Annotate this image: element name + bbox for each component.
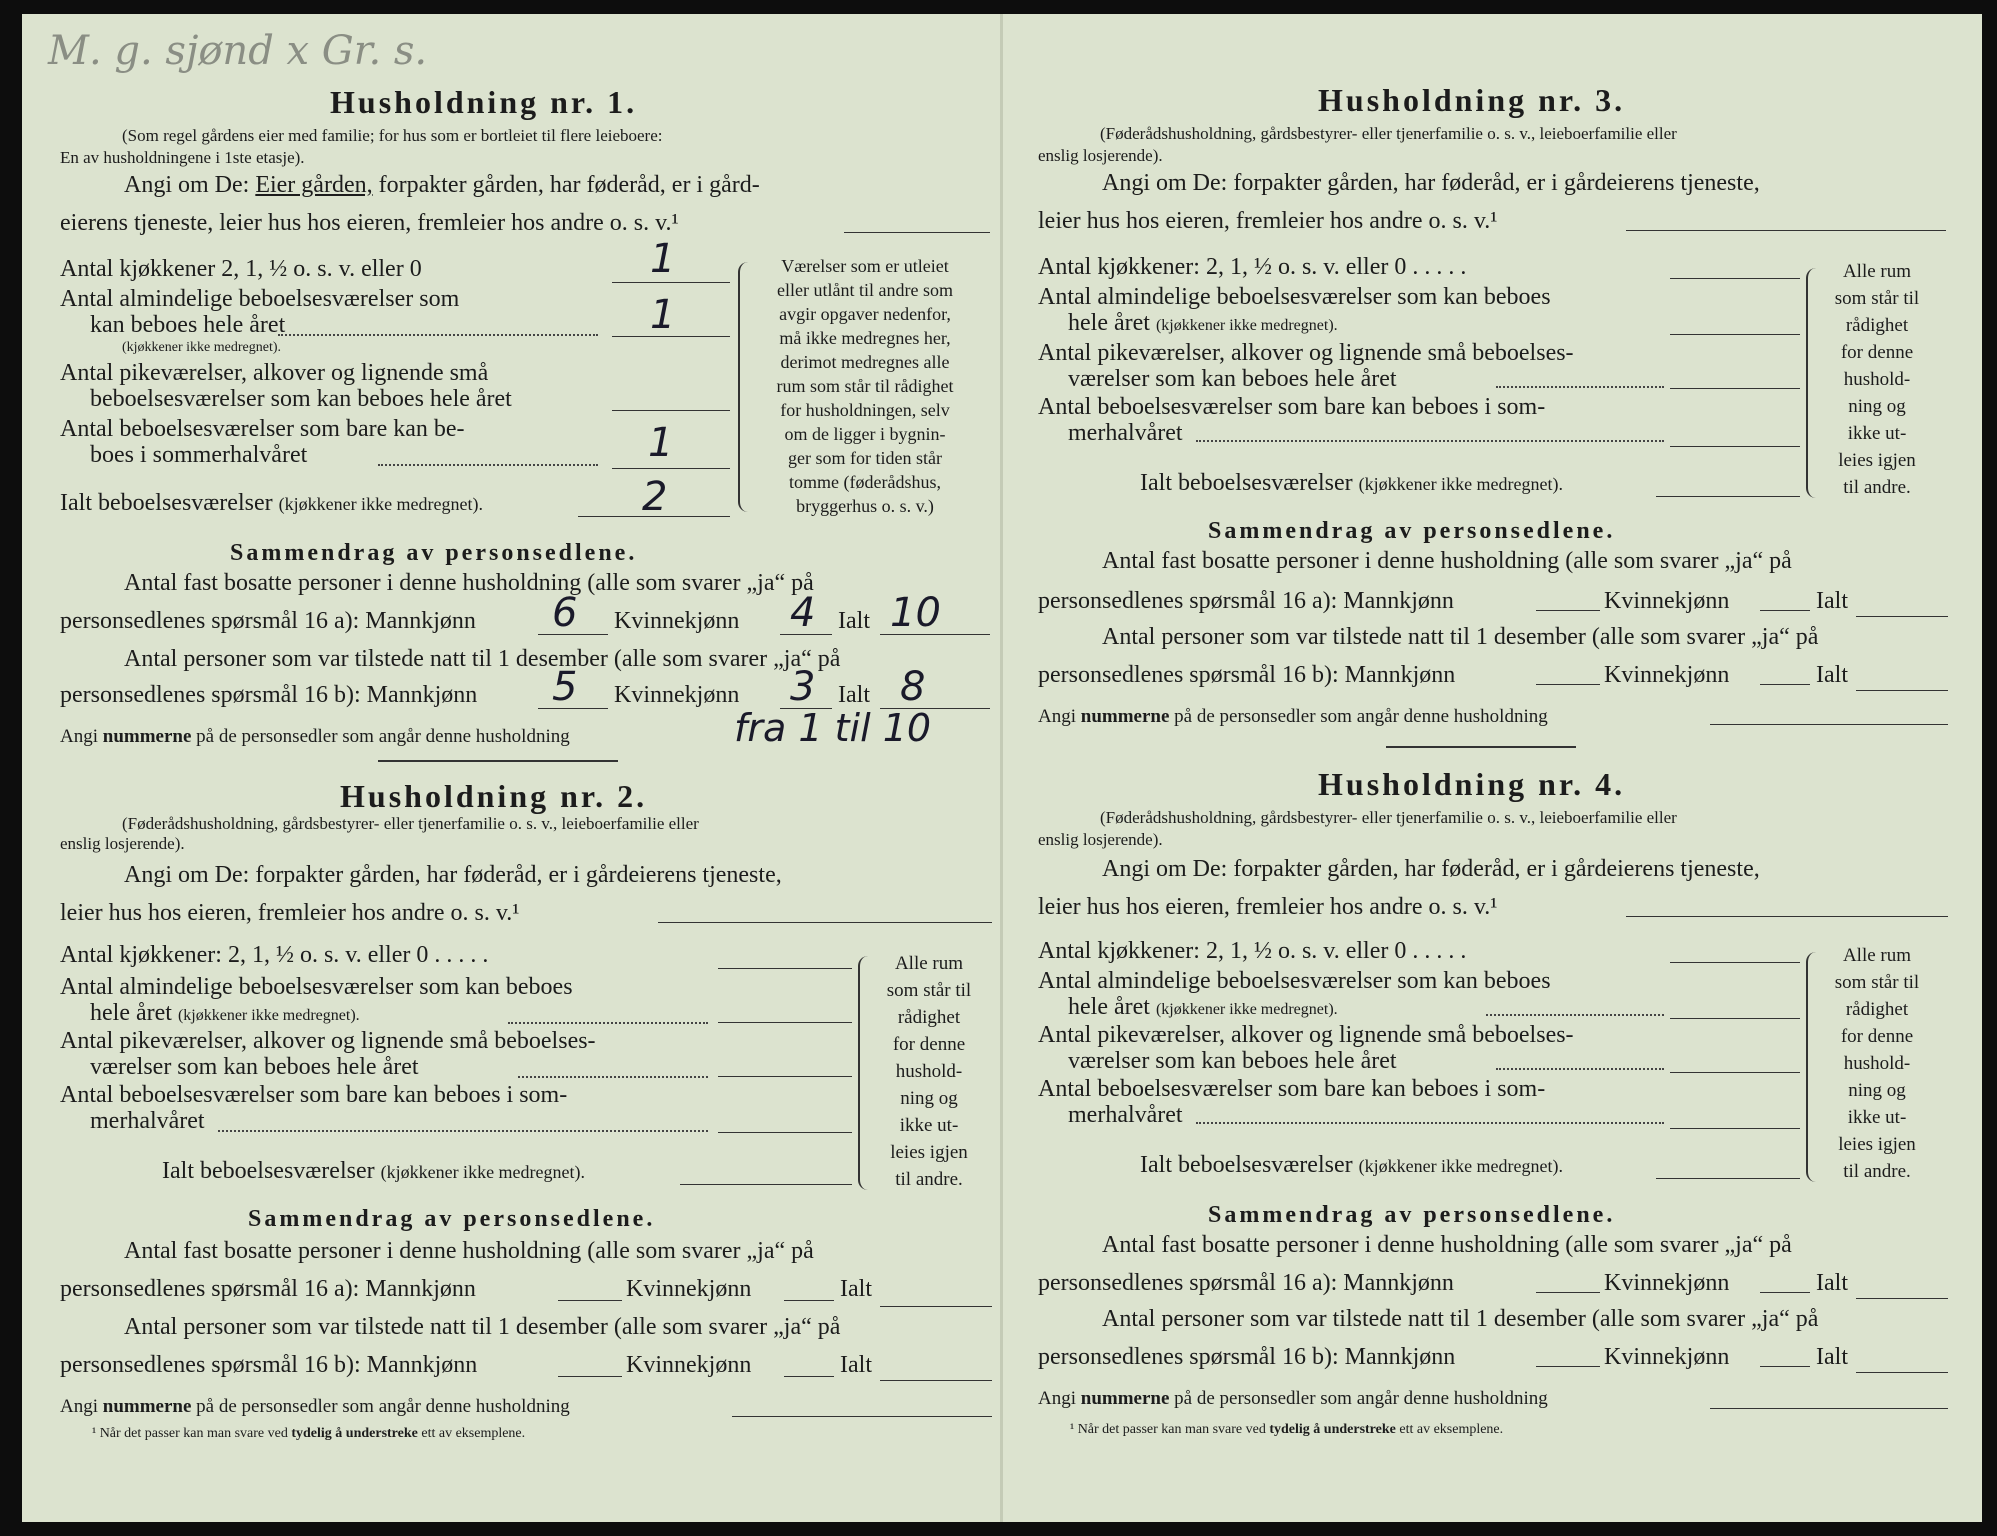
hh3-angi-num-3: på de personsedler som angår denne husholdning xyxy=(1174,706,1548,727)
hh3-row-alm-b-text: hele året xyxy=(1068,310,1150,336)
hh4-pike-dots xyxy=(1496,1068,1664,1070)
hh2-k-b-line xyxy=(784,1376,834,1377)
hh2-s1b: personsedlenes spørsmål 16 a): Mannkjønn xyxy=(60,1276,476,1302)
hh3-side-line: Alle rum xyxy=(1842,261,1912,282)
hh1-ialt-b: (kjøkkener ikke medregnet). xyxy=(278,494,484,514)
hh1-angi-nummer xyxy=(60,726,570,748)
hh4-side-line: ikke ut- xyxy=(1847,1107,1907,1128)
hh1-s2-kvinne-label: Kvinnekjønn xyxy=(614,682,740,708)
hh3-side-line: for denne xyxy=(1840,342,1914,363)
hh4-k-a-line xyxy=(1760,1292,1810,1293)
hh4-nummer-line xyxy=(1710,1408,1948,1409)
hh4-kjokken-line xyxy=(1670,962,1800,963)
hh3-s1-ialt-label: Ialt xyxy=(1816,588,1848,614)
hh3-row-alm-b xyxy=(1068,310,1338,337)
hh3-nummer-line xyxy=(1710,724,1948,725)
hh4-sommer-dots xyxy=(1196,1122,1664,1124)
hh4-side-note xyxy=(1822,942,1932,1185)
hh1-s2-ialt-label: Ialt xyxy=(838,682,870,708)
hh1-sammendrag: Sammendrag av personsedlene. xyxy=(230,540,638,566)
hh1-i-a-line xyxy=(880,634,990,635)
hh1-ialt-value: 2 xyxy=(642,474,668,520)
hh3-angi-nummer xyxy=(1038,706,1548,728)
hh2-side-line: til andre. xyxy=(895,1169,963,1190)
hh2-footnote-a: ¹ Når det passer kan man svare ved xyxy=(92,1426,288,1441)
hh3-side-line: til andre. xyxy=(1843,477,1911,498)
hh4-intro-b: enslig losjerende). xyxy=(1038,830,1163,849)
hh3-side-line: leies igjen xyxy=(1838,450,1916,471)
hh1-row-alm-a: Antal almindelige beboelsesværelser som xyxy=(60,286,460,312)
hh2-pike-line xyxy=(718,1076,852,1077)
hh3-side-line: ning og xyxy=(1848,396,1906,417)
hh4-m-a-line xyxy=(1536,1292,1600,1293)
hh4-m-b-line xyxy=(1536,1366,1600,1367)
hh3-row-alm-a: Antal almindelige beboelsesværelser som kan beboes xyxy=(1038,284,1551,310)
hh1-s2a: Antal personer som var tilstede natt til 1 desember (alle som svarer „ja“ på xyxy=(124,646,841,672)
hh2-side-line: ning og xyxy=(900,1088,958,1109)
hh2-row-pike-b: værelser som kan beboes hele året xyxy=(90,1054,419,1080)
hh2-intro-b: enslig losjerende). xyxy=(60,834,185,853)
hh3-side-line: ikke ut- xyxy=(1847,423,1907,444)
hh1-angi-num-3: på de personsedler som angår denne husholdning xyxy=(196,726,570,747)
hh3-s2-ialt-label: Ialt xyxy=(1816,662,1848,688)
hh2-s1-ialt-label: Ialt xyxy=(840,1276,872,1302)
hh3-row-sommer-b: merhalvåret xyxy=(1068,420,1183,446)
hh1-row-pike-b: beboelsesværelser som kan beboes hele året xyxy=(90,386,512,412)
hh2-i-b-line xyxy=(880,1380,992,1381)
hh3-ialt-line xyxy=(1656,496,1800,497)
hh3-pike-dots xyxy=(1496,386,1664,388)
hh1-nummer-value: fra 1 til 10 xyxy=(734,706,932,750)
hh1-side-line: eller utlånt til andre som xyxy=(777,280,953,300)
hh1-m-a: 6 xyxy=(552,590,578,636)
hh4-row-pike-b: værelser som kan beboes hele året xyxy=(1068,1048,1397,1074)
hh3-angi-a: Angi om De: forpakter gården, har føderåd, er i gårdeierens tjeneste, xyxy=(1102,170,1760,196)
hh3-sammendrag: Sammendrag av personsedlene. xyxy=(1208,518,1616,544)
hh4-alm-dots xyxy=(1486,1014,1664,1016)
hh1-angi-num-2: nummerne xyxy=(102,726,192,747)
hh2-pike-dots xyxy=(518,1076,708,1078)
hh4-angi-num-3: på de personsedler som angår denne husholdning xyxy=(1174,1388,1548,1409)
hh3-m-a-line xyxy=(1536,610,1600,611)
hh2-i-a-line xyxy=(880,1306,992,1307)
hh4-side-line: til andre. xyxy=(1843,1161,1911,1182)
hh3-angi-num-2: nummerne xyxy=(1080,706,1170,727)
hh2-m-b-line xyxy=(558,1376,622,1377)
hh1-angi-a1: Angi om De: xyxy=(124,172,250,198)
hh3-ialt-a: Ialt beboelsesværelser xyxy=(1140,470,1353,496)
hh3-divider xyxy=(1386,746,1576,748)
hh1-sommer-line xyxy=(612,468,730,469)
hh4-angi-num-1: Angi xyxy=(1038,1388,1076,1409)
hh2-row-alm-b-text: hele året xyxy=(90,1000,172,1026)
hh2-footnote-c: ett av eksemplene. xyxy=(421,1426,526,1441)
hh4-side-line: leies igjen xyxy=(1838,1134,1916,1155)
hh4-row-sommer-a: Antal beboelsesværelser som bare kan beboes i som- xyxy=(1038,1076,1546,1102)
hh1-side-line: om de ligger i bygnin- xyxy=(784,424,946,444)
hh3-intro-a: (Føderådshusholdning, gårdsbestyrer- eller tjenerfamilie o. s. v., leieboerfamilie eller xyxy=(1100,124,1677,143)
hh2-side-line: som står til xyxy=(886,980,972,1001)
hh4-ialt-b: (kjøkkener ikke medregnet). xyxy=(1358,1156,1564,1176)
hh3-pike-line xyxy=(1670,388,1800,389)
hh3-angi-line xyxy=(1626,230,1946,231)
hh3-s1b: personsedlenes spørsmål 16 a): Mannkjønn xyxy=(1038,588,1454,614)
hh2-intro-a: (Føderådshusholdning, gårdsbestyrer- eller tjenerfamilie o. s. v., leieboerfamilie eller xyxy=(122,814,699,833)
hh3-title: Husholdning nr. 3. xyxy=(1318,82,1626,118)
hh2-kjokken-line xyxy=(718,968,852,969)
hh1-m-b-line xyxy=(538,708,608,709)
hh1-kjokken-value: 1 xyxy=(650,236,676,282)
hh1-angi-a xyxy=(124,172,760,199)
hh4-side-line: hushold- xyxy=(1843,1053,1911,1074)
page-fold xyxy=(1000,14,1003,1522)
hh2-title: Husholdning nr. 2. xyxy=(340,778,648,814)
hh4-s2-kvinne-label: Kvinnekjønn xyxy=(1604,1344,1730,1370)
hh1-angi-b: eierens tjeneste, leier hus hos eieren, fremleier hos andre o. s. v.¹ xyxy=(60,210,679,236)
hh3-k-a-line xyxy=(1760,610,1810,611)
hh2-angi-a: Angi om De: forpakter gården, har føderåd, er i gårdeierens tjeneste, xyxy=(124,862,782,888)
hh1-ialt xyxy=(60,490,483,517)
hh1-sommer-dots xyxy=(378,464,598,466)
hh4-row-sommer-b: merhalvåret xyxy=(1068,1102,1183,1128)
hh2-footnote xyxy=(92,1426,525,1442)
hh2-s2a: Antal personer som var tilstede natt til 1 desember (alle som svarer „ja“ på xyxy=(124,1314,841,1340)
hh4-s2b: personsedlenes spørsmål 16 b): Mannkjønn xyxy=(1038,1344,1456,1370)
hh3-row-pike-a: Antal pikeværelser, alkover og lignende små beboelses- xyxy=(1038,340,1574,366)
hh1-side-line: ger som for tiden står xyxy=(788,448,942,468)
hh1-side-line: rum som står til rådighet xyxy=(776,376,954,396)
hh4-brace xyxy=(1806,952,1818,1182)
pencil-note: M. g. sjønd x Gr. s. xyxy=(48,28,428,74)
hh1-alm-value: 1 xyxy=(650,292,676,338)
hh3-i-b-line xyxy=(1856,690,1948,691)
hh1-i-b: 8 xyxy=(900,664,926,710)
hh2-angi-num-2: nummerne xyxy=(102,1396,192,1417)
hh1-i-a: 10 xyxy=(890,590,941,636)
hh4-alm-line xyxy=(1670,1018,1800,1019)
hh1-side-line: bryggerhus o. s. v.) xyxy=(796,496,934,516)
hh1-angi-num-1: Angi xyxy=(60,726,98,747)
hh1-sommer-value: 1 xyxy=(648,420,674,466)
hh2-sommer-line xyxy=(718,1132,852,1133)
hh1-side-line: for husholdningen, selv xyxy=(780,400,950,420)
hh4-s1a: Antal fast bosatte personer i denne husholdning (alle som svarer „ja“ på xyxy=(1102,1232,1792,1258)
hh4-ialt-line xyxy=(1656,1178,1800,1179)
hh2-ialt xyxy=(162,1158,585,1185)
hh2-angi-num-1: Angi xyxy=(60,1396,98,1417)
hh1-m-a-line xyxy=(538,634,608,635)
hh3-row-sommer-a: Antal beboelsesværelser som bare kan beboes i som- xyxy=(1038,394,1546,420)
hh4-angi-nummer xyxy=(1038,1388,1548,1410)
hh3-s2-kvinne-label: Kvinnekjønn xyxy=(1604,662,1730,688)
hh4-footnote-c: ett av eksemplene. xyxy=(1399,1422,1504,1437)
hh1-angi-line xyxy=(844,232,990,233)
hh1-title: Husholdning nr. 1. xyxy=(330,84,638,120)
hh2-side-line: for denne xyxy=(892,1034,966,1055)
hh3-row-kjokken: Antal kjøkkener: 2, 1, ½ o. s. v. eller 0 . . . . . xyxy=(1038,254,1467,280)
hh4-row-alm-a: Antal almindelige beboelsesværelser som kan beboes xyxy=(1038,968,1551,994)
hh3-sommer-dots xyxy=(1196,440,1664,442)
hh4-side-line: for denne xyxy=(1840,1026,1914,1047)
hh4-row-kjokken: Antal kjøkkener: 2, 1, ½ o. s. v. eller 0 . . . . . xyxy=(1038,938,1467,964)
hh1-m-b: 5 xyxy=(552,664,578,710)
hh1-row-pike-a: Antal pikeværelser, alkover og lignende små xyxy=(60,360,489,386)
hh2-row-kjokken: Antal kjøkkener: 2, 1, ½ o. s. v. eller 0 . . . . . xyxy=(60,942,489,968)
hh2-angi-line xyxy=(658,922,992,923)
hh4-ialt xyxy=(1140,1152,1563,1179)
hh3-s1a: Antal fast bosatte personer i denne husholdning (alle som svarer „ja“ på xyxy=(1102,548,1792,574)
hh1-intro-a: (Som regel gårdens eier med familie; for hus som er bortleiet til flere leieboere: xyxy=(122,126,663,145)
hh3-m-b-line xyxy=(1536,684,1600,685)
hh3-sommer-line xyxy=(1670,446,1800,447)
hh4-sommer-line xyxy=(1670,1128,1800,1129)
hh4-s2a: Antal personer som var tilstede natt til 1 desember (alle som svarer „ja“ på xyxy=(1102,1306,1819,1332)
hh2-side-line: leies igjen xyxy=(890,1142,968,1163)
hh2-m-a-line xyxy=(558,1300,622,1301)
hh4-ialt-a: Ialt beboelsesværelser xyxy=(1140,1152,1353,1178)
hh4-footnote-b: tydelig å understreke xyxy=(1269,1422,1396,1437)
hh1-ialt-a: Ialt beboelsesværelser xyxy=(60,490,273,516)
hh4-angi-num-2: nummerne xyxy=(1080,1388,1170,1409)
hh2-s1-kvinne-label: Kvinnekjønn xyxy=(626,1276,752,1302)
hh4-angi-b: leier hus hos eieren, fremleier hos andre o. s. v.¹ xyxy=(1038,894,1498,920)
hh4-pike-line xyxy=(1670,1072,1800,1073)
hh2-s2-ialt-label: Ialt xyxy=(840,1352,872,1378)
hh3-side-note xyxy=(1822,258,1932,501)
hh1-brace xyxy=(738,262,750,512)
hh4-row-pike-a: Antal pikeværelser, alkover og lignende små beboelses- xyxy=(1038,1022,1574,1048)
hh1-alm-dots xyxy=(278,334,598,336)
hh2-side-line: ikke ut- xyxy=(899,1115,959,1136)
hh4-k-b-line xyxy=(1760,1366,1810,1367)
hh4-side-line: rådighet xyxy=(1845,999,1909,1020)
hh1-intro-b: En av husholdningene i 1ste etasje). xyxy=(60,148,305,167)
hh3-s1-kvinne-label: Kvinnekjønn xyxy=(1604,588,1730,614)
hh1-side-line: derimot medregnes alle xyxy=(780,352,950,372)
hh4-s1-ialt-label: Ialt xyxy=(1816,1270,1848,1296)
hh1-s1-kvinne-label: Kvinnekjønn xyxy=(614,608,740,634)
hh4-row-alm-b-text: hele året xyxy=(1068,994,1150,1020)
hh4-i-b-line xyxy=(1856,1372,1948,1373)
hh2-alm-line xyxy=(718,1022,852,1023)
hh1-s2b: personsedlenes spørsmål 16 b): Mannkjønn xyxy=(60,682,478,708)
hh3-s2b: personsedlenes spørsmål 16 b): Mannkjønn xyxy=(1038,662,1456,688)
hh3-side-line: som står til xyxy=(1834,288,1920,309)
hh1-row-sommer-b: boes i sommerhalvåret xyxy=(90,442,308,468)
hh2-s2-kvinne-label: Kvinnekjønn xyxy=(626,1352,752,1378)
hh1-row-alm-c: (kjøkkener ikke medregnet). xyxy=(122,340,281,355)
hh1-side-line: tomme (føderådshus, xyxy=(789,472,941,492)
hh2-row-alm-b xyxy=(90,1000,360,1027)
hh1-kjokken-line xyxy=(612,282,730,283)
hh4-footnote xyxy=(1070,1422,1503,1438)
hh4-side-line: Alle rum xyxy=(1842,945,1912,966)
hh1-s1b-label: personsedlenes spørsmål 16 a): Mannkjønn xyxy=(60,608,476,634)
hh1-s1a: Antal fast bosatte personer i denne husholdning (alle som svarer „ja“ på xyxy=(124,570,814,596)
hh2-sammendrag: Sammendrag av personsedlene. xyxy=(248,1206,656,1232)
hh4-angi-line xyxy=(1626,916,1948,917)
hh2-side-line: hushold- xyxy=(895,1061,963,1082)
hh4-s1b: personsedlenes spørsmål 16 a): Mannkjønn xyxy=(1038,1270,1454,1296)
hh2-row-alm-c: (kjøkkener ikke medregnet). xyxy=(177,1007,360,1024)
hh2-sommer-dots xyxy=(218,1130,708,1132)
hh2-alm-dots xyxy=(508,1022,708,1024)
hh2-angi-num-3: på de personsedler som angår denne husholdning xyxy=(196,1396,570,1417)
hh4-footnote-a: ¹ Når det passer kan man svare ved xyxy=(1070,1422,1266,1437)
hh4-side-line: som står til xyxy=(1834,972,1920,993)
hh1-angi-a3: forpakter gården, har føderåd, er i gård- xyxy=(378,172,760,198)
hh2-angi-nummer xyxy=(60,1396,570,1418)
hh2-s1a: Antal fast bosatte personer i denne husholdning (alle som svarer „ja“ på xyxy=(124,1238,814,1264)
hh3-brace xyxy=(1806,268,1818,498)
hh4-title: Husholdning nr. 4. xyxy=(1318,766,1626,802)
hh1-angi-eier: Eier gården, xyxy=(255,172,373,198)
hh3-angi-b: leier hus hos eieren, fremleier hos andre o. s. v.¹ xyxy=(1038,208,1498,234)
hh1-side-line: Værelser som er utleiet xyxy=(781,256,949,276)
hh2-brace xyxy=(858,956,870,1190)
hh1-pike-line xyxy=(612,410,730,411)
hh2-side-line: Alle rum xyxy=(894,953,964,974)
hh1-row-sommer-a: Antal beboelsesværelser som bare kan be- xyxy=(60,416,465,442)
hh3-row-pike-b: værelser som kan beboes hele året xyxy=(1068,366,1397,392)
hh2-row-sommer-b: merhalvåret xyxy=(90,1108,205,1134)
hh1-k-a-line xyxy=(780,634,832,635)
hh4-intro-a: (Føderådshusholdning, gårdsbestyrer- eller tjenerfamilie o. s. v., leieboerfamilie eller xyxy=(1100,808,1677,827)
hh1-side-line: må ikke medregnes her, xyxy=(779,328,951,348)
hh3-side-line: hushold- xyxy=(1843,369,1911,390)
hh4-sammendrag: Sammendrag av personsedlene. xyxy=(1208,1202,1616,1228)
hh3-side-line: rådighet xyxy=(1845,315,1909,336)
hh2-nummer-line xyxy=(732,1416,992,1417)
hh1-k-a: 4 xyxy=(790,590,816,636)
hh3-k-b-line xyxy=(1760,684,1810,685)
hh2-ialt-b: (kjøkkener ikke medregnet). xyxy=(380,1162,586,1182)
hh3-angi-num-1: Angi xyxy=(1038,706,1076,727)
hh2-side-note xyxy=(874,950,984,1193)
hh2-ialt-line xyxy=(680,1184,852,1185)
hh3-s2a: Antal personer som var tilstede natt til 1 desember (alle som svarer „ja“ på xyxy=(1102,624,1819,650)
hh2-k-a-line xyxy=(784,1300,834,1301)
hh1-row-kjokken: Antal kjøkkener 2, 1, ½ o. s. v. eller 0 xyxy=(60,256,422,282)
hh1-k-b: 3 xyxy=(790,664,816,710)
hh4-i-a-line xyxy=(1856,1298,1948,1299)
hh3-ialt xyxy=(1140,470,1563,497)
hh3-intro-b: enslig losjerende). xyxy=(1038,146,1163,165)
hh1-divider xyxy=(378,760,618,762)
hh3-alm-line xyxy=(1670,334,1800,335)
hh1-row-alm-b: kan beboes hele året xyxy=(90,312,286,338)
hh2-ialt-a: Ialt beboelsesværelser xyxy=(162,1158,375,1184)
hh3-ialt-b: (kjøkkener ikke medregnet). xyxy=(1358,474,1564,494)
hh4-side-line: ning og xyxy=(1848,1080,1906,1101)
hh3-i-a-line xyxy=(1856,616,1948,617)
hh4-angi-a: Angi om De: forpakter gården, har føderåd, er i gårdeierens tjeneste, xyxy=(1102,856,1760,882)
hh3-kjokken-line xyxy=(1670,278,1800,279)
hh2-footnote-b: tydelig å understreke xyxy=(291,1426,418,1441)
hh4-s2-ialt-label: Ialt xyxy=(1816,1344,1848,1370)
hh2-row-pike-a: Antal pikeværelser, alkover og lignende små beboelses- xyxy=(60,1028,596,1054)
hh2-row-sommer-a: Antal beboelsesværelser som bare kan beboes i som- xyxy=(60,1082,568,1108)
hh2-angi-b: leier hus hos eieren, fremleier hos andre o. s. v.¹ xyxy=(60,900,520,926)
hh4-row-alm-c: (kjøkkener ikke medregnet). xyxy=(1155,1001,1338,1018)
hh3-row-alm-c: (kjøkkener ikke medregnet). xyxy=(1155,317,1338,334)
hh1-side-line: avgir opgaver nedenfor, xyxy=(779,304,951,324)
hh4-s1-kvinne-label: Kvinnekjønn xyxy=(1604,1270,1730,1296)
hh2-s2b: personsedlenes spørsmål 16 b): Mannkjønn xyxy=(60,1352,478,1378)
hh1-s1b xyxy=(60,608,476,635)
hh2-row-alm-a: Antal almindelige beboelsesværelser som kan beboes xyxy=(60,974,573,1000)
hh4-row-alm-b xyxy=(1068,994,1338,1021)
hh1-s1-ialt-label: Ialt xyxy=(838,608,870,634)
hh1-side-note xyxy=(750,254,980,518)
hh2-side-line: rådighet xyxy=(897,1007,961,1028)
